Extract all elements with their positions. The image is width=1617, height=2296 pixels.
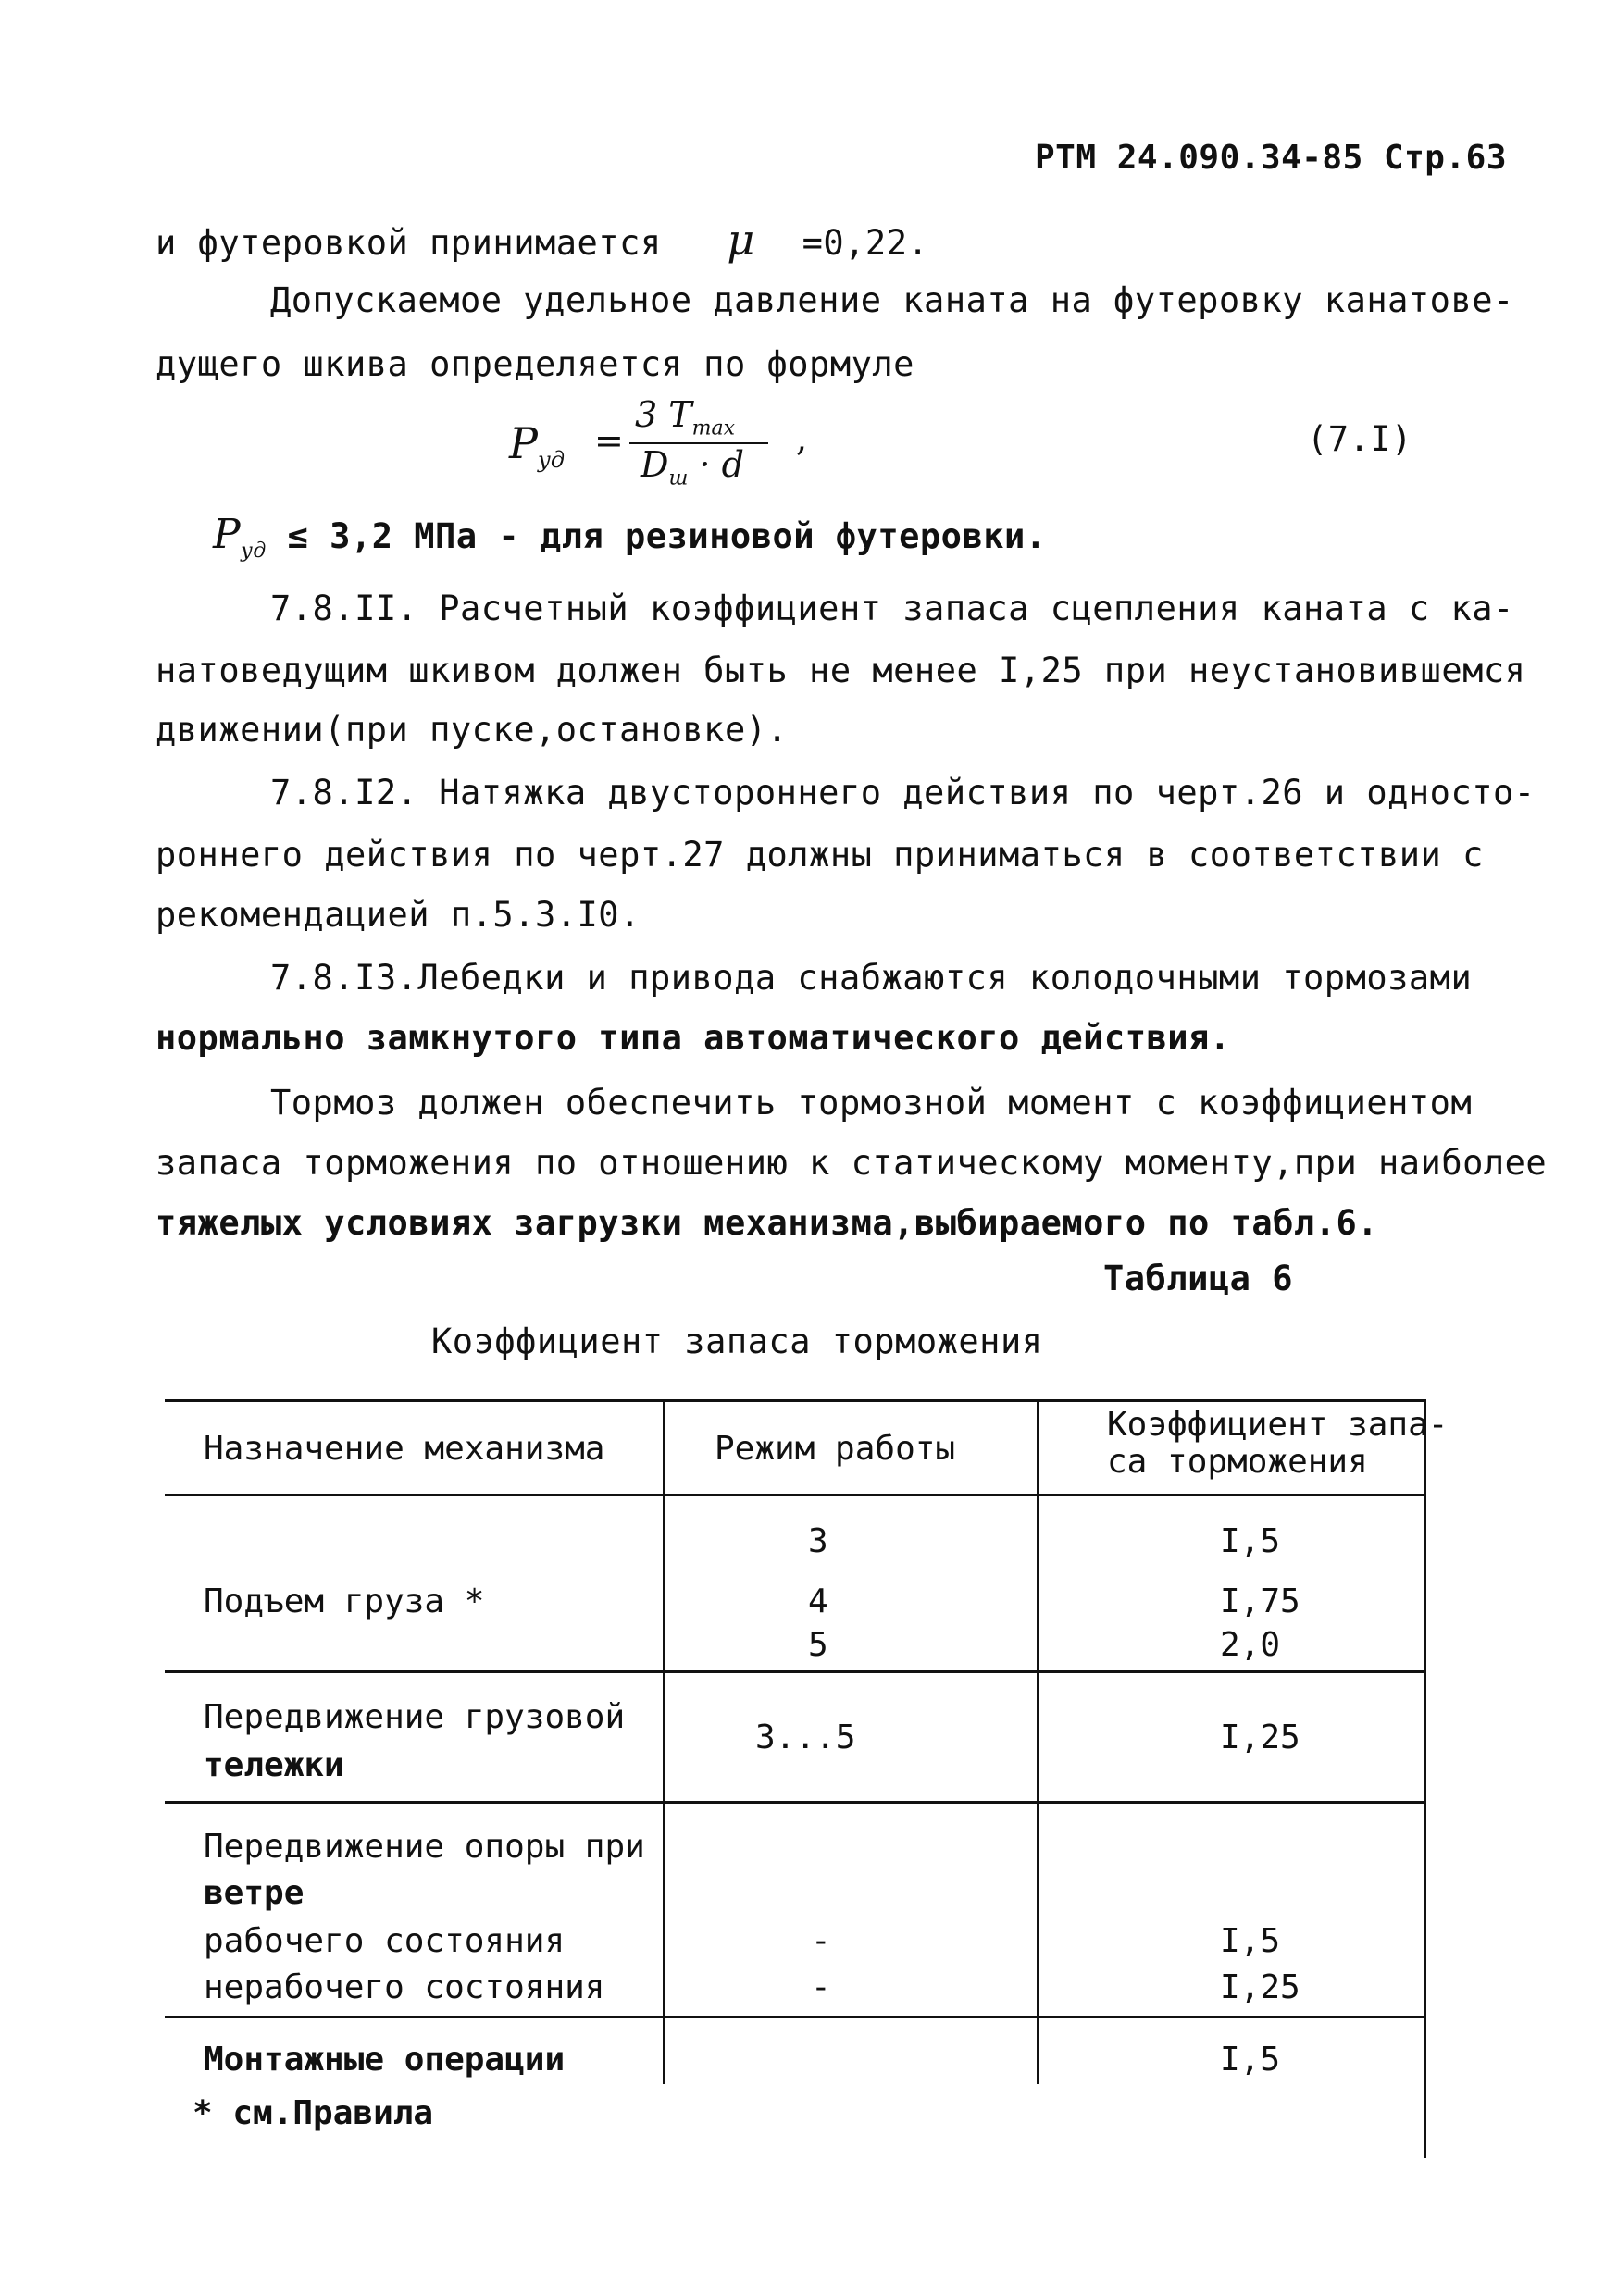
text-line: запаса торможения по отношению к статическому моменту,при наиболее: [155, 1143, 1548, 1183]
table-header-line: са торможения: [1107, 1443, 1368, 1481]
text-line: Тормоз должен обеспечить тормозной момент с коэффициентом: [270, 1083, 1473, 1123]
formula-lhs: $P_{уд}$: [509, 418, 566, 474]
table-cell-name: рабочего состояния: [204, 1922, 566, 1960]
table-cell-name: тележки: [204, 1746, 344, 1784]
formula-denominator: $D_ш \cdot d$: [641, 444, 744, 490]
table-cell-coef: I,25: [1220, 1719, 1300, 1756]
text-line: роннего действия по черт.27 должны приниматься в соответствии с: [155, 835, 1484, 875]
formula-7-1: [509, 394, 879, 490]
text-fragment: =0,22.: [802, 223, 929, 263]
table-cell-name: Передвижение опоры при: [204, 1828, 645, 1866]
table-cell-coef: I,75: [1220, 1582, 1300, 1620]
table-cell-name: ветре: [204, 1874, 305, 1912]
text-line: 7.8.I2. Натяжка двустороннего действия по черт.26 и односто-: [270, 773, 1536, 813]
table-cell-coef: I,5: [1220, 1522, 1281, 1560]
table-header: Режим работы: [715, 1430, 956, 1468]
table-caption: Коэффициент запаса торможения: [431, 1322, 1043, 1361]
table-cell-name: Подъем груза *: [204, 1582, 485, 1620]
table-cell-name: нерабочего состояния: [204, 1968, 605, 2006]
table-header-line: Коэффициент запа-: [1107, 1406, 1449, 1444]
table-rule: [165, 1399, 1425, 1402]
table-cell-mode: 3...5: [755, 1719, 856, 1756]
limit-symbol: $P_{уд}$: [213, 511, 267, 563]
table-rule: [663, 1399, 665, 2084]
text-line: Допускаемое удельное давление каната на футеровку канатове-: [270, 280, 1514, 320]
table-rule: [165, 2016, 1425, 2018]
page-header: РТМ 24.090.34-85 Стр.63: [1035, 139, 1507, 177]
table-cell-coef: I,25: [1220, 1968, 1300, 2006]
formula-equals: =: [594, 420, 624, 461]
table-rule: [165, 1670, 1425, 1673]
text-line: дущего шкива определяется по формуле: [155, 344, 914, 384]
text-line: рекомендацией п.5.3.I0.: [155, 895, 641, 935]
table-header: Назначение механизма: [204, 1430, 605, 1468]
mu-symbol: μ: [727, 215, 755, 265]
table-cell-mode: 4: [808, 1582, 828, 1620]
formula-comma: ,: [796, 418, 808, 459]
table-cell-coef: I,5: [1220, 2041, 1281, 2079]
table-cell-name: Монтажные операции: [204, 2041, 566, 2079]
text-fragment: и футеровкой принимается: [155, 223, 662, 263]
table-rule: [1424, 1399, 1426, 2158]
text-line: натоведущим шкивом должен быть не менее I,25 при неустановившемся: [155, 651, 1526, 690]
table-label: Таблица 6: [1103, 1259, 1293, 1298]
table-cell-mode: 5: [808, 1626, 828, 1664]
table-cell-mode: -: [811, 1968, 831, 2006]
table-cell-mode: 3: [808, 1522, 828, 1560]
pressure-limit: [213, 511, 1047, 563]
table-footnote: * см.Правила: [193, 2094, 434, 2132]
table-header: [1107, 1407, 1448, 1481]
table-cell-coef: I,5: [1220, 1922, 1281, 1960]
table-rule: [165, 1494, 1425, 1496]
text-line: нормально замкнутого типа автоматического действия.: [155, 1018, 1231, 1058]
table-rule: [1037, 1399, 1039, 2084]
table-cell-name: Передвижение грузовой: [204, 1698, 626, 1736]
text-line: [155, 215, 928, 265]
table-rule: [165, 1801, 1425, 1804]
table-cell-mode: -: [811, 1922, 831, 1960]
text-line: 7.8.II. Расчетный коэффициент запаса сцепления каната с ка-: [270, 589, 1514, 628]
table-cell-coef: 2,0: [1220, 1626, 1281, 1664]
limit-text: ≤ 3,2 МПа - для резиновой футеровки.: [287, 516, 1047, 556]
formula-number: (7.I): [1307, 419, 1412, 459]
text-line: тяжелых условиях загрузки механизма,выбираемого по табл.6.: [155, 1203, 1379, 1243]
text-line: 7.8.I3.Лебедки и привода снабжаются колодочными тормозами: [270, 958, 1473, 998]
text-line: движении(при пуске,остановке).: [155, 710, 789, 750]
formula-numerator: 3 $T_{max}$: [635, 394, 735, 441]
